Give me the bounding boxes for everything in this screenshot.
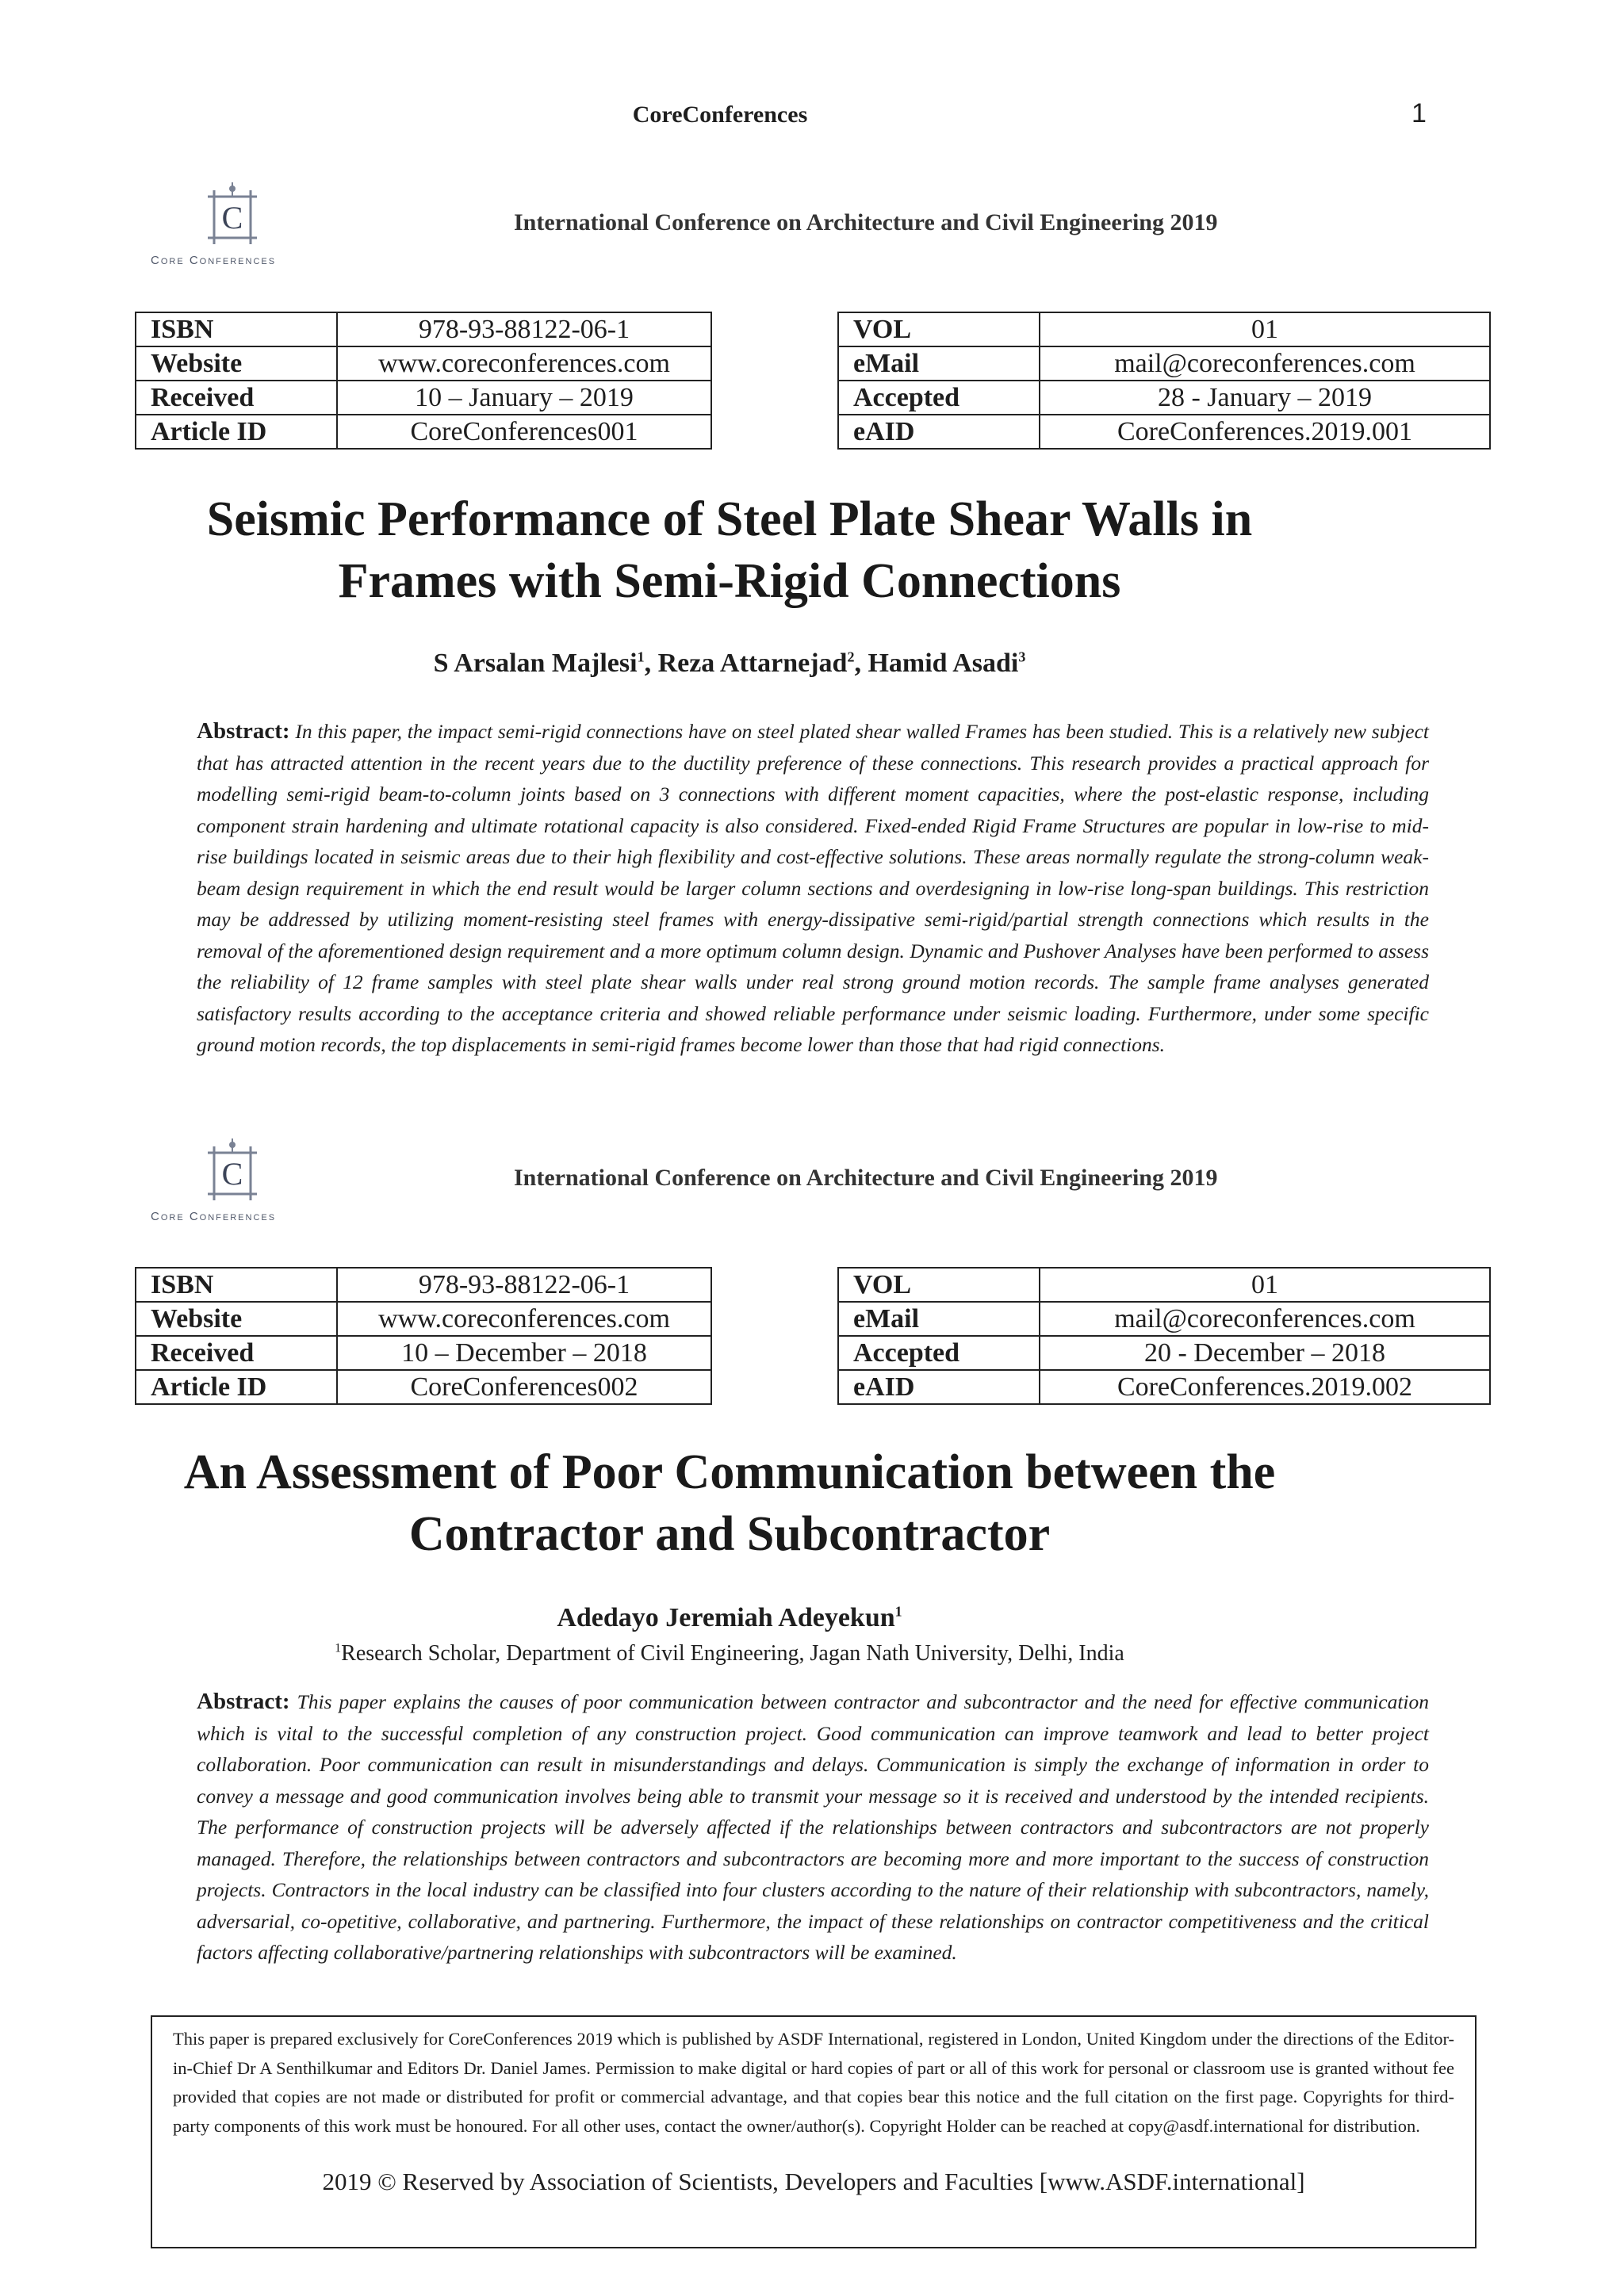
author-sup: 3 (1018, 649, 1026, 665)
paper2-authors (127, 1603, 1332, 1633)
conference-name: International Conference on Architecture and Civil Engineering 2019 (514, 1165, 1218, 1191)
meta-key: ISBN (136, 312, 337, 346)
meta-key: eMail (838, 1302, 1040, 1336)
meta-key: VOL (838, 1268, 1040, 1302)
author-sup: 1 (637, 649, 645, 665)
meta-value: mail@coreconferences.com (1040, 346, 1490, 381)
author-name: Adedayo Jeremiah Adeyekun (557, 1603, 895, 1632)
core-conferences-logo (151, 1135, 325, 1230)
meta-key: Website (136, 1302, 337, 1336)
paper2-title-line2: Contractor and Subcontractor (408, 1507, 1051, 1561)
abstract-label: Abstract: (197, 718, 290, 744)
abstract-text: This paper explains the causes of poor communication between contractor and subcontractor and the need for effective communication which is vital to the successful completion of any construction project. Good communication can improve teamwork and lead to better project collaboration. Poor communication can result in misunderstandings and delays. Communication is simply the exchange of information in order to convey a message and good communication involves being able to transmit your message so it is received and understood by the intended recipients. The performance of construction projects will be adversely affected if the relationships between contractors and subcontractors are not properly managed. Therefore, the relationships between contractors and subcontractors are becoming more and more important to the success of construction projects. Contractors in the local industry can be classified into four clusters according to the nature of their relationship with subcontractors, namely, adversarial, co-opetitive, collaborative, and partnering. Furthermore, the impact of these relationships on contractor competitiveness and the critical factors affecting collaborative/partnering relationships with subcontractors will be examined. (197, 1690, 1429, 1964)
svg-text:C: C (221, 1156, 243, 1192)
meta-key: Article ID (136, 1370, 337, 1404)
copyright-notice-box (151, 2015, 1477, 2248)
logo-emblem-icon (197, 179, 268, 251)
paper2-meta-right-table (837, 1267, 1491, 1405)
meta-value: 01 (1040, 1268, 1490, 1302)
paper1-title (127, 488, 1332, 612)
meta-key: Accepted (838, 381, 1040, 415)
paper1-abstract (197, 716, 1429, 1061)
paper1-title-line1: Seismic Performance of Steel Plate Shear Walls in (206, 492, 1253, 546)
meta-value: 20 - December – 2018 (1040, 1336, 1490, 1370)
author-sup: 2 (847, 649, 855, 665)
meta-key: eAID (838, 415, 1040, 449)
meta-value: CoreConferences.2019.002 (1040, 1370, 1490, 1404)
meta-key: eMail (838, 346, 1040, 381)
affiliation-text: Research Scholar, Department of Civil Engineering, Jagan Nath University, Delhi, India (341, 1641, 1124, 1666)
author-sep: , (644, 649, 658, 678)
meta-key: Received (136, 381, 337, 415)
copyright-notice: This paper is prepared exclusively for CoreConferences 2019 which is published by ASDF International, registered in London, United Kingdom under the directions of the Editor-in-Chief Dr A Senthilkumar and Editors Dr. Daniel James. Permission to make digital or hard copies of part or all of this work for personal or classroom use is granted without fee provided that copies are not made or distributed for profit or commercial advantage, and that copies bear this notice and the full citation on the first page. Copyrights for third-party components of this work must be honoured. For all other uses, contact the owner/author(s). Copyright Holder can be reached at copy@asdf.international for distribution. (173, 2029, 1454, 2136)
meta-value: mail@coreconferences.com (1040, 1302, 1490, 1336)
author-sep: , (854, 649, 868, 678)
meta-key: Website (136, 346, 337, 381)
logo-text: Core Conferences (151, 254, 277, 267)
meta-key: ISBN (136, 1268, 337, 1302)
paper2-abstract (197, 1686, 1429, 1969)
conference-name: International Conference on Architecture and Civil Engineering 2019 (514, 209, 1218, 235)
meta-value: 01 (1040, 312, 1490, 346)
author-name: Hamid Asadi (868, 649, 1019, 678)
meta-value: CoreConferences.2019.001 (1040, 415, 1490, 449)
abstract-text: In this paper, the impact semi-rigid connections have on steel plated shear walled Frames has been studied. This is a relatively new subject that has attracted attention in the recent years due to the ductility preference of these connections. This research provides a practical approach for modelling semi-rigid beam-to-column joints based on 3 connections with different moment capacities, where the post-elastic response, including component strain hardening and ultimate rotational capacity is also considered. Fixed-ended Rigid Frame Structures are popular in low-rise to mid-rise buildings located in seismic areas due to their high flexibility and cost-effective solutions. These areas normally regulate the strong-column weak-beam design requirement in which the end result would be larger column sections and overdesigning in low-rise long-span buildings. This restriction may be addressed by utilizing moment-resisting steel frames with energy-dissipative semi-rigid/partial strength connections which results in the removal of the aforementioned design requirement and a more optimum column design. Dynamic and Pushover Analyses have been performed to assess the reliability of 12 frame samples with steel plate shear walls under real strong ground motion records. The sample frame analyses generated satisfactory results according to the acceptance criteria and showed reliable performance under seismic loading. Furthermore, under some specific ground motion records, the top displacements in semi-rigid frames become lower than those that had rigid connections. (197, 720, 1429, 1056)
paper2-title-line1: An Assessment of Poor Communication between the (183, 1445, 1276, 1499)
meta-value: 978-93-88122-06-1 (337, 312, 711, 346)
meta-value: CoreConferences001 (337, 415, 711, 449)
copyright-line: 2019 © Reserved by Association of Scientists, Developers and Faculties [www.ASDF.international] (322, 2168, 1305, 2195)
author-name: Reza Attarnejad (657, 649, 848, 678)
paper2-meta-left-table (135, 1267, 712, 1405)
author-sup: 1 (894, 1603, 902, 1620)
meta-value: CoreConferences002 (337, 1370, 711, 1404)
paper1-meta-left-table (135, 312, 712, 450)
paper1-authors (127, 649, 1332, 679)
paper2-affiliation (127, 1641, 1332, 1667)
meta-key: eAID (838, 1370, 1040, 1404)
meta-value: 978-93-88122-06-1 (337, 1268, 711, 1302)
logo-text: Core Conferences (151, 1210, 277, 1223)
author-name: S Arsalan Majlesi (433, 649, 638, 678)
paper1-meta-right-table (837, 312, 1491, 450)
meta-value: www.coreconferences.com (337, 1302, 711, 1336)
running-head: CoreConferences (632, 101, 808, 128)
meta-key: Article ID (136, 415, 337, 449)
meta-key: Accepted (838, 1336, 1040, 1370)
affiliation-sup: 1 (335, 1641, 342, 1655)
meta-value: 10 – December – 2018 (337, 1336, 711, 1370)
meta-key: VOL (838, 312, 1040, 346)
logo-emblem-icon (197, 1135, 268, 1207)
paper1-title-line2: Frames with Semi-Rigid Connections (338, 554, 1121, 608)
meta-value: www.coreconferences.com (337, 346, 711, 381)
meta-key: Received (136, 1336, 337, 1370)
page-number: 1 (1411, 98, 1427, 128)
meta-value: 10 – January – 2019 (337, 381, 711, 415)
svg-text:C: C (221, 200, 243, 235)
meta-value: 28 - January – 2019 (1040, 381, 1490, 415)
core-conferences-logo (151, 179, 325, 274)
paper2-title (127, 1441, 1332, 1565)
abstract-label: Abstract: (197, 1689, 290, 1714)
